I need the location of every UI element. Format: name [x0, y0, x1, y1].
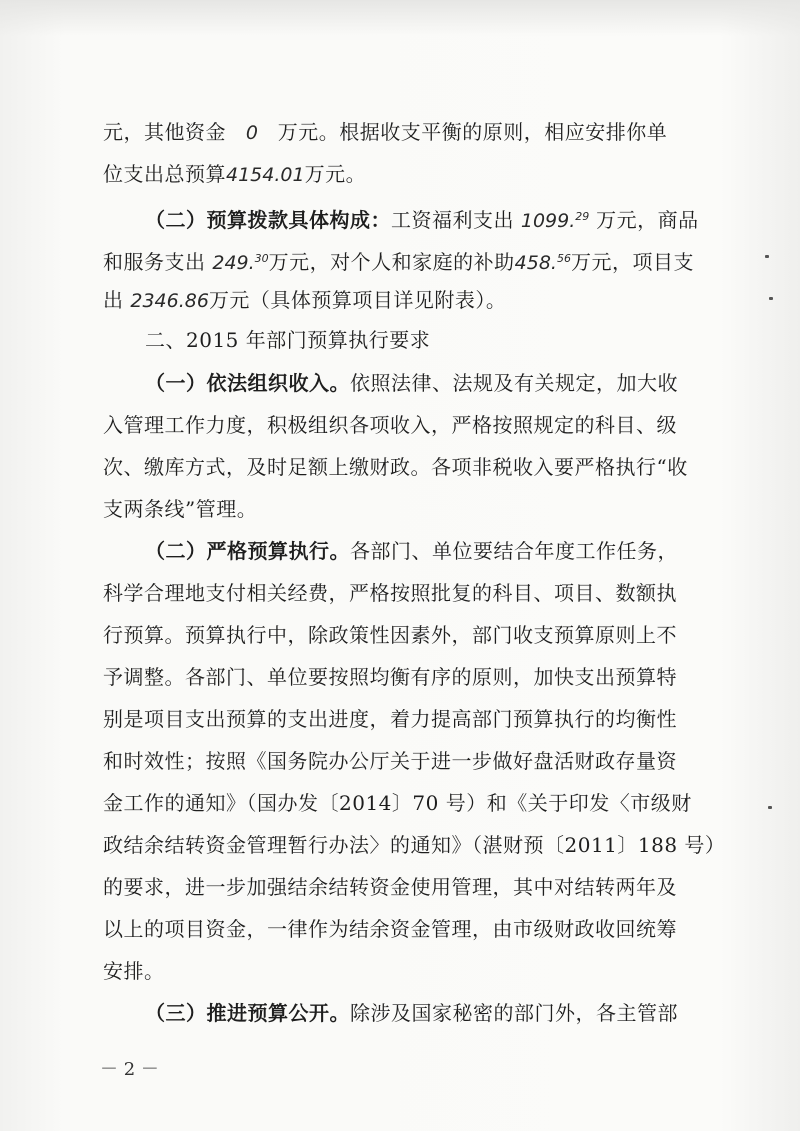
text-line: 行预算。预算执行中，除政策性因素外，部门收支预算原则上不: [103, 623, 677, 647]
text-line: 科学合理地支付相关经费，严格按照批复的科目、项目、数额执: [103, 581, 677, 605]
text-line: 安排。: [103, 959, 165, 983]
text-line: [103, 285, 723, 316]
text: 元，其他资金: [103, 120, 226, 144]
scan-shadow: [0, 0, 800, 36]
section-title: 二、2015 年部门预算执行要求: [145, 328, 431, 352]
scan-speck: [768, 806, 772, 809]
text-line: 次、缴库方式，及时足额上缴财政。各项非税收入要严格执行“收: [103, 455, 688, 479]
text-line: 入管理工作力度，积极组织各项收入，严格按照规定的科目、级: [103, 413, 677, 437]
handwritten-value: 249.30: [212, 252, 269, 274]
subheading: （一）依法组织收入。: [145, 371, 350, 395]
text-line: [103, 244, 723, 278]
text: 万元，商品: [596, 208, 699, 232]
text-line: 和时效性；按照《国务院办公厅关于进一步做好盘活财政存量资: [103, 749, 677, 773]
text-line: 支两条线”管理。: [103, 497, 258, 521]
text-line: 金工作的通知》（国办发〔2014〕70 号）和《关于印发〈市级财: [103, 791, 692, 815]
handwritten-value: 458.56: [514, 252, 571, 274]
handwritten-value: 4154.01: [226, 164, 305, 186]
text-line: [145, 202, 723, 236]
text-line: [145, 536, 723, 566]
text: 万元，项目支: [570, 250, 694, 274]
text-line: [145, 368, 723, 398]
text-line: [145, 998, 723, 1028]
text-line: 政结余结转资金管理暂行办法〉的通知》（湛财预〔2011〕188 号）: [103, 833, 726, 857]
text: 位支出总预算: [103, 162, 226, 186]
text: 除涉及国家秘密的部门外，各主管部: [350, 1001, 678, 1025]
text: 依照法律、法规及有关规定，加大收: [350, 371, 678, 395]
text: 各部门、单位要结合年度工作任务，: [350, 539, 678, 563]
text: 出: [103, 288, 124, 312]
text-line: 以上的项目资金，一律作为结余资金管理，由市级财政收回统筹: [103, 917, 677, 941]
handwritten-value: 1099.29: [520, 210, 590, 232]
page-number: － 2 －: [100, 1059, 159, 1080]
text: 和服务支出: [103, 250, 206, 274]
scan-speck: [765, 255, 769, 258]
text: 工资福利支出: [391, 208, 514, 232]
text: 万元。: [304, 162, 367, 186]
text: 万元（具体预算项目详见附表）。: [208, 288, 507, 312]
handwritten-value: 2346.86: [130, 290, 209, 312]
text-line: 别是项目支出预算的支出进度，着力提高部门预算执行的均衡性: [103, 707, 677, 731]
subheading: （三）推进预算公开。: [145, 1001, 350, 1025]
scan-speck: [769, 297, 773, 300]
text: 万元。根据收支平衡的原则，相应安排你单: [277, 120, 668, 144]
subheading: （二）预算拨款具体构成：: [145, 208, 391, 232]
handwritten-value: 0: [245, 122, 258, 144]
text-line: [103, 117, 723, 148]
text: 万元，对个人和家庭的补助: [268, 250, 515, 274]
text-line: [103, 159, 723, 190]
subheading: （二）严格预算执行。: [145, 539, 350, 563]
text-line: 的要求，进一步加强结余结转资金使用管理，其中对结转两年及: [103, 875, 677, 899]
text-line: 予调整。各部门、单位要按照均衡有序的原则，加快支出预算特: [103, 665, 677, 689]
